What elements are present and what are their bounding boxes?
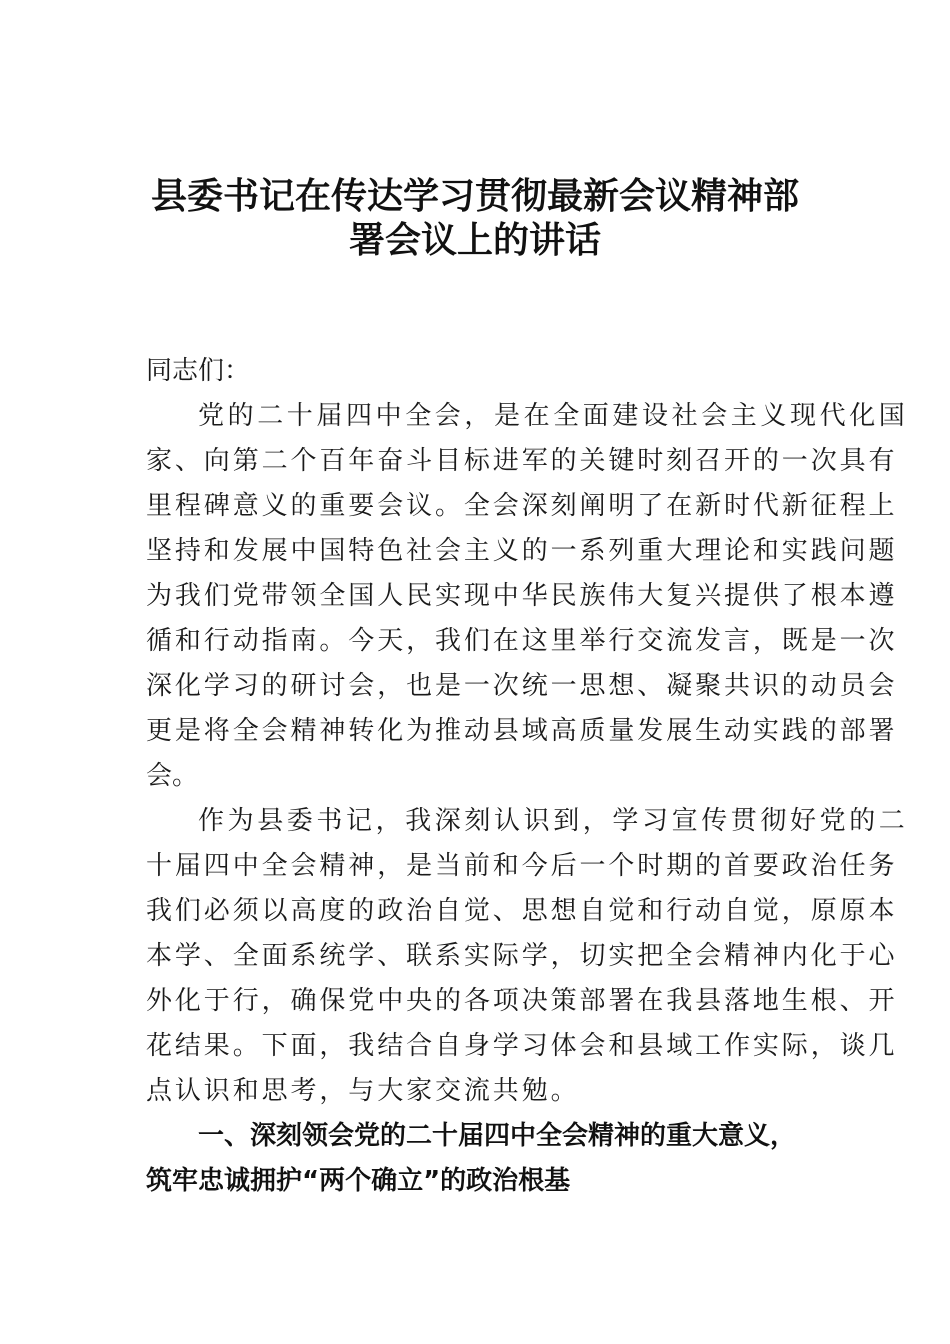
paragraph-1-line-3: 里程碑意义的重要会议。全会深刻阐明了在新时代新征程上 — [146, 491, 898, 521]
paragraph-2-line-4: 本学、全面系统学、联系实际学，切实把全会精神内化于心 — [146, 941, 898, 971]
paragraph-1-line-4: 坚持和发展中国特色社会主义的一系列重大理论和实践问题 — [146, 536, 898, 566]
paragraph-1-line-2: 家、向第二个百年奋斗目标进军的关键时刻召开的一次具有 — [146, 446, 898, 476]
section-1-heading-line-1: 一、深刻领会党的二十届四中全会精神的重大意义， — [198, 1121, 797, 1151]
paragraph-2-line-7: 点认识和思考，与大家交流共勉。 — [146, 1076, 580, 1106]
salutation: 同志们： — [146, 356, 251, 386]
section-1-heading-line-2: 筑牢忠诚拥护“两个确立”的政治根基 — [146, 1166, 571, 1196]
paragraph-1-line-8: 更是将全会精神转化为推动县域高质量发展生动实践的部署 — [146, 716, 898, 746]
paragraph-1-line-5: 为我们党带领全国人民实现中华民族伟大复兴提供了根本遵 — [146, 581, 898, 611]
document-title-line-1: 县委书记在传达学习贯彻最新会议精神部 — [150, 175, 799, 217]
paragraph-2-line-1: 作为县委书记，我深刻认识到，学习宣传贯彻好党的二 — [198, 806, 909, 836]
paragraph-1-line-7: 深化学习的研讨会，也是一次统一思想、凝聚共识的动员会 — [146, 671, 898, 701]
paragraph-1-line-1: 党的二十届四中全会，是在全面建设社会主义现代化国 — [198, 401, 909, 431]
paragraph-2-line-5: 外化于行，确保党中央的各项决策部署在我县落地生根、开 — [146, 986, 898, 1016]
paragraph-1-line-9: 会。 — [146, 761, 199, 791]
paragraph-2-line-6: 花结果。下面，我结合自身学习体会和县域工作实际，谈几 — [146, 1031, 898, 1061]
paragraph-1-line-6: 循和行动指南。今天，我们在这里举行交流发言，既是一次 — [146, 626, 898, 656]
paragraph-2-line-3: 我们必须以高度的政治自觉、思想自觉和行动自觉，原原本 — [146, 896, 898, 926]
paragraph-2-line-2: 十届四中全会精神，是当前和今后一个时期的首要政治任务 — [146, 851, 898, 881]
document-title-line-2: 署会议上的讲话 — [348, 219, 601, 261]
